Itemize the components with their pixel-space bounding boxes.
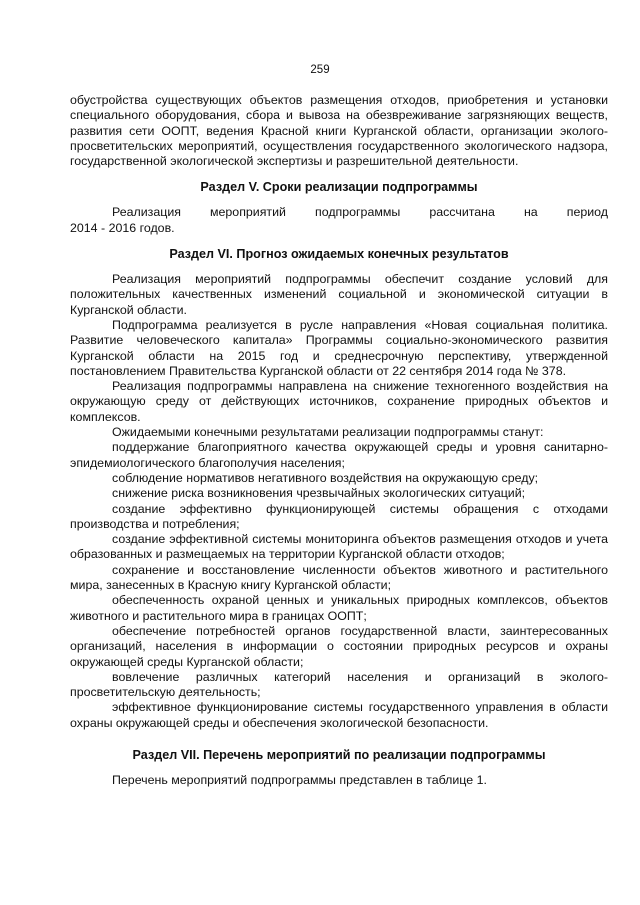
expected-result-item: создание эффективной системы мониторинга объектов размещения отходов и учета образованных и размещаемых на территории Курганской области отходов; — [70, 532, 608, 562]
expected-result-item: создание эффективно функционирующей системы обращения с отходами производства и потребления; — [70, 501, 608, 531]
section-6-paragraph: Подпрограмма реализуется в русле направления «Новая социальная политика. Развитие человеческого капитала» Программы социально-экономического развития Курганской области на 2015 год и среднесрочную перспективу, утвержденной постановлением Правительства Курганской области от 22 сентября 2014 года № 378. — [70, 317, 608, 378]
section-6-heading: Раздел VI. Прогноз ожидаемых конечных результатов — [169, 247, 509, 262]
expected-result-item: соблюдение нормативов негативного воздействия на окружающую среду; — [112, 470, 539, 485]
section-7-heading: Раздел VII. Перечень мероприятий по реализации подпрограммы — [132, 747, 546, 762]
expected-result-item: обеспеченность охраной ценных и уникальных природных комплексов, объектов животного и растительного мира в границах ООПТ; — [70, 593, 608, 623]
expected-result-item: сохранение и восстановление численности объектов животного и растительного мира, занесенных в Красную книгу Курганской области; — [70, 562, 608, 593]
expected-result-item: поддержание благоприятного качества окружающей среды и уровня санитарно-эпидемиологического благополучия населения; — [70, 440, 608, 470]
page-number: 259 — [310, 64, 330, 76]
section-5-text-line-2: 2014 - 2016 годов. — [70, 220, 175, 235]
expected-result-item: обеспечение потребностей органов государственной власти, заинтересованных организаций, населения в информации о состоянии природных ресурсов и охраны окружающей среды Курганской области; — [70, 623, 608, 669]
page-content — [70, 93, 608, 788]
intro-paragraph: обустройства существующих объектов размещения отходов, приобретения и установки специального оборудования, сбора и вывоза на обезвреживание загрязняющих веществ, развития сети ООПТ, ведения Красной книги Курганской области, организации эколого-просветительских мероприятий, осуществления государственного экологического надзора, государственной экологической экспертизы и разрешительной деятельности. — [70, 93, 608, 169]
section-5-heading: Раздел V. Сроки реализации подпрограммы — [200, 180, 478, 195]
expected-result-item: эффективное функционирование системы государственного управления в области охраны окружающей среды и обеспечения экологической безопасности. — [70, 700, 608, 730]
section-7-text: Перечень мероприятий подпрограммы представлен в таблице 1. — [112, 772, 487, 787]
section-6-paragraph: Ожидаемыми конечными результатами реализации подпрограммы станут: — [112, 425, 544, 440]
section-6-paragraph: Реализация подпрограммы направлена на снижение техногенного воздействия на окружающую среду от действующих источников, сохранение природных объектов и комплексов. — [70, 379, 608, 424]
expected-result-item: снижение риска возникновения чрезвычайных экологических ситуаций; — [112, 486, 526, 501]
section-5-text-line-1: Реализация мероприятий подпрограммы рассчитана на период — [112, 205, 608, 220]
expected-result-item: вовлечение различных категорий населения и организаций в эколого-просветительскую деятельность; — [70, 669, 608, 700]
section-6-paragraph: Реализация мероприятий подпрограммы обеспечит создание условий для положительных качественных изменений социальной и экономической ситуации в Курганской области. — [70, 272, 608, 317]
